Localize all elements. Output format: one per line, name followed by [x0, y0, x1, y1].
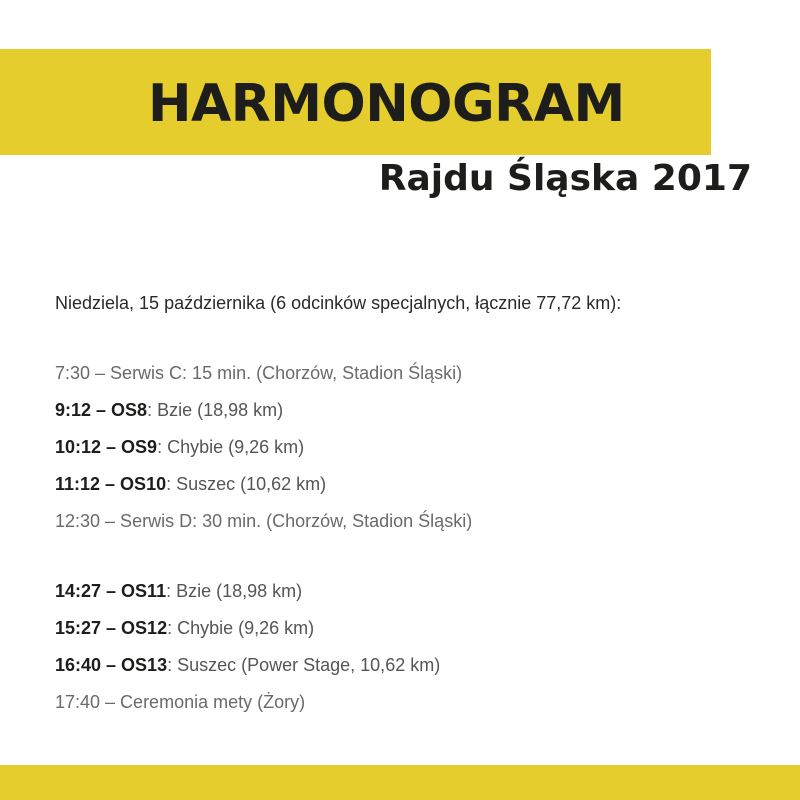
stage-description: : Bzie (18,98 km)	[166, 581, 303, 601]
stage-time: 16:40 – OS13	[55, 655, 168, 675]
service-text: 17:40 – Ceremonia mety (Żory)	[55, 692, 306, 712]
stage-time: 15:27 – OS12	[55, 618, 168, 638]
schedule-row-service-d	[55, 507, 755, 544]
schedule-row-os12	[55, 614, 755, 651]
page-subtitle: Rajdu Śląska 2017	[378, 158, 752, 199]
stage-description: : Chybie (9,26 km)	[167, 618, 315, 638]
schedule-row-service-c	[55, 359, 755, 396]
footer-yellow-band	[0, 765, 800, 800]
stage-description: : Suszec (Power Stage, 10,62 km)	[167, 655, 441, 675]
schedule-row-finish-ceremony	[55, 688, 755, 725]
schedule-row-os8	[55, 396, 755, 433]
service-text: 12:30 – Serwis D: 30 min. (Chorzów, Stadion Śląski)	[55, 511, 473, 531]
day-heading: Niedziela, 15 października (6 odcinków specjalnych, łącznie 77,72 km):	[55, 293, 622, 313]
stage-description: : Chybie (9,26 km)	[157, 437, 305, 457]
schedule-block-afternoon	[55, 577, 755, 725]
page-title: HARMONOGRAM	[148, 74, 625, 134]
stage-description: : Suszec (10,62 km)	[166, 474, 327, 494]
stage-time: 11:12 – OS10	[55, 474, 167, 494]
schedule-row-os13	[55, 651, 755, 688]
stage-description: : Bzie (18,98 km)	[147, 400, 284, 420]
schedule-row-os10	[55, 470, 755, 507]
stage-time: 9:12 – OS8	[55, 400, 148, 420]
stage-time: 14:27 – OS11	[55, 581, 167, 601]
schedule-block-morning	[55, 359, 755, 544]
schedule-row-os11	[55, 577, 755, 614]
schedule-row-os9	[55, 433, 755, 470]
service-text: 7:30 – Serwis C: 15 min. (Chorzów, Stadion Śląski)	[55, 363, 463, 383]
stage-time: 10:12 – OS9	[55, 437, 158, 457]
